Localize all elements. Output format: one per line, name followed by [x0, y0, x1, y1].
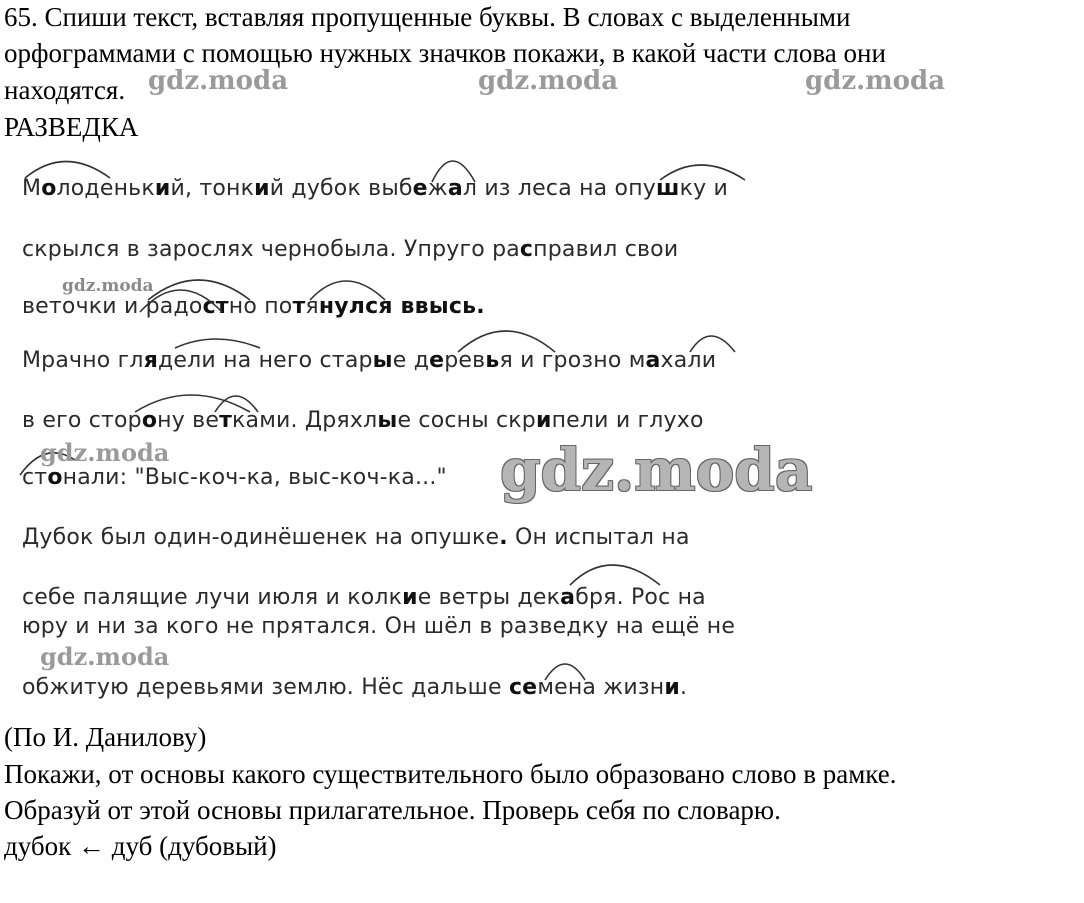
text-line — [22, 525, 690, 550]
highlighted-letter: т — [292, 294, 306, 319]
text-segment: дели на него стар — [158, 348, 373, 373]
text-segment: лоденьк — [56, 176, 155, 201]
text-segment: рев — [444, 348, 486, 373]
text-line — [22, 294, 485, 319]
watermark: gdz.moda — [148, 66, 289, 96]
highlighted-letter: ы — [377, 408, 398, 433]
text-segment: в его стор — [22, 408, 142, 433]
highlighted-letter: т — [219, 408, 233, 433]
text-segment: правил свои — [533, 237, 679, 262]
text-segment: я и грозно м — [499, 348, 646, 373]
arc-mark — [570, 565, 660, 585]
text-segment: ж — [427, 176, 448, 201]
watermark: gdz.moda — [40, 438, 170, 467]
watermark: gdz.moda — [805, 66, 946, 96]
highlighted-letter: ы — [372, 348, 393, 373]
highlighted-letter: ь — [485, 348, 500, 373]
highlighted-letter: е — [429, 348, 445, 373]
text-line — [22, 237, 678, 262]
task-line-1: 65. Спиши текст, вставляя пропущенные буквы. В словах с выделенными — [4, 2, 851, 32]
text-segment: е сосны скр — [397, 408, 536, 433]
text-segment: веточки и радо — [22, 294, 203, 319]
text-segment: бря. Рос на — [575, 585, 706, 610]
text-segment: ну ве — [157, 408, 220, 433]
text-segment: себе палящие лучи июля и колк — [22, 585, 403, 610]
text-segment: нали: "Выс-коч-ка, выс-коч-ка..." — [62, 465, 447, 490]
highlighted-letter: . — [499, 525, 508, 550]
highlighted-letter: о — [47, 465, 63, 490]
highlighted-letter: нулся ввысь. — [318, 294, 485, 319]
highlighted-letter: а — [560, 585, 576, 610]
question-line-2: Образуй от этой основы прилагательное. Проверь себя по словарю. — [4, 795, 781, 825]
watermark: gdz.moda — [478, 66, 619, 96]
text-segment: хали — [660, 348, 717, 373]
text-line — [22, 408, 704, 433]
text-segment: е д — [392, 348, 430, 373]
watermark-large: gdz.moda — [500, 436, 813, 504]
text-segment: е ветры дек — [417, 585, 561, 610]
task-line-3: находятся. — [4, 75, 126, 105]
source-citation: (По И. Данилову) — [4, 722, 207, 752]
text-segment: юру и ни за кого не прятался. Он шёл в разведку на ещё не — [22, 614, 736, 639]
text-segment: я — [305, 294, 319, 319]
highlighted-letter: о — [41, 176, 57, 201]
text-segment: Дубок был один-одинёшенек на опушке — [22, 525, 500, 550]
text-segment: М — [22, 176, 42, 201]
highlighted-letter: ст — [202, 294, 229, 319]
highlighted-letter: с — [519, 237, 534, 262]
highlighted-letter: се — [508, 675, 538, 700]
highlighted-letter: а — [645, 348, 661, 373]
highlighted-letter: и — [254, 176, 270, 201]
watermark: gdz.moda — [62, 276, 154, 296]
text-segment: й, тонк — [170, 176, 255, 201]
highlighted-letter: и — [535, 408, 552, 433]
text-segment: пели и глухо — [551, 408, 704, 433]
text-line — [22, 585, 706, 610]
text-segment: л из леса на опу — [462, 176, 656, 201]
text-line — [22, 675, 687, 700]
text-line — [22, 614, 735, 639]
arc-mark — [175, 339, 260, 348]
highlighted-letter: я — [143, 348, 159, 373]
text-segment: Мрачно гл — [22, 348, 144, 373]
highlighted-letter: е — [412, 176, 428, 201]
watermark: gdz.moda — [40, 642, 170, 671]
text-segment: й дубок выб — [269, 176, 413, 201]
highlighted-letter: и — [154, 176, 171, 201]
text-segment: . — [679, 675, 688, 700]
highlighted-letter: а — [447, 176, 463, 201]
text-title: РАЗВЕДКА — [4, 112, 139, 142]
text-segment: мена жизн — [537, 675, 665, 700]
highlighted-letter: ш — [656, 176, 680, 201]
highlighted-letter: и — [664, 675, 680, 700]
text-segment: ст — [22, 465, 48, 490]
highlighted-letter: и — [402, 585, 418, 610]
text-segment: ку и — [679, 176, 728, 201]
text-segment: ками. Дряхл — [232, 408, 378, 433]
text-segment: обжитую деревьями землю. Нёс дальше — [22, 675, 509, 700]
task-line-2: орфограммами с помощью нужных значков покажи, в какой части слова они — [4, 38, 886, 68]
text-segment: скрылся в зарослях чернобыла. Упруго ра — [22, 237, 520, 262]
text-segment: Он испытал на — [507, 525, 690, 550]
highlighted-letter: о — [141, 408, 158, 433]
text-line — [22, 176, 728, 201]
text-line — [22, 348, 716, 373]
text-line — [22, 465, 447, 490]
text-segment: но по — [228, 294, 293, 319]
answer-line: дубок ← дуб (дубовый) — [4, 831, 277, 861]
question-line-1: Покажи, от основы какого существительного было образовано слово в рамке. — [4, 759, 897, 789]
